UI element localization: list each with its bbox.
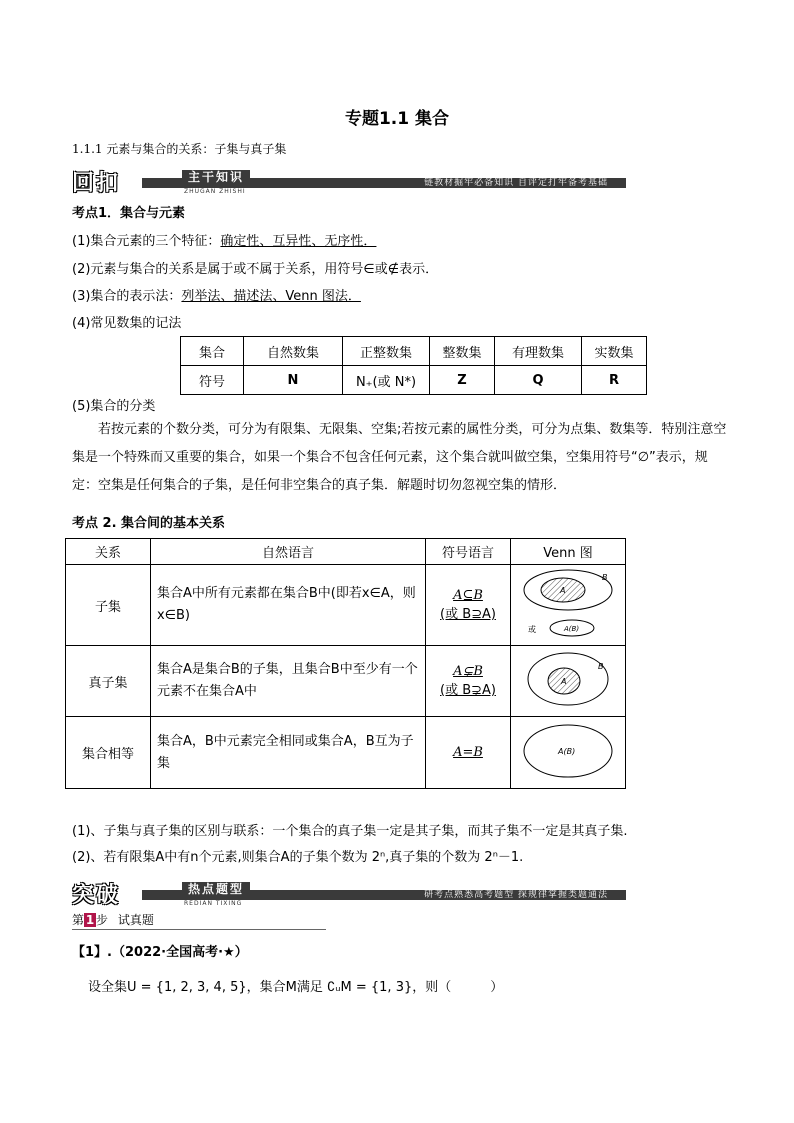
step-label: 第 1 步 试真题 <box>72 911 326 930</box>
svg-text:或: 或 <box>528 625 536 634</box>
k1-p5-text: 若按元素的个数分类，可分为有限集、无限集、空集;若按元素的属性分类，可分为点集、数集等．特别注意空集是一个特殊而又重要的集合，如果一个集合不包含任何元素，这个集合就叫做空集，空集用符号“∅”表示，规定：空集是任何集合的子集，是任何非空集合的真子集．解题时切勿忽视空集的情形． <box>72 422 727 493</box>
note-2: (2)、若有限集A中有n个元素,则集合A的子集个数为 2ⁿ,真子集的个数为 2ⁿ－1. <box>72 850 524 865</box>
question-1-text: 设全集U = {1, 2, 3, 4, 5}，集合M满足 ∁ᵤM = {1, 3}，则（ ） <box>88 980 504 995</box>
table-row: 集合 自然数集 正整数集 整数集 有理数集 实数集 <box>181 337 647 366</box>
table-row: 子集 集合A中所有元素都在集合B中(即若x∈A，则x∈B) A⊆B (或 B⊇A) A B 或 A(B) <box>66 565 626 646</box>
svg-text:A: A <box>560 586 566 595</box>
svg-text:B: B <box>602 573 608 582</box>
relations-table <box>65 538 626 789</box>
banner-review-big: 回扣 <box>72 170 121 196</box>
k1-p3: (3)集合的表示法：列举法、描述法、Venn 图法． <box>72 289 361 304</box>
section-subtitle: 1.1.1 元素与集合的关系：子集与真子集 <box>72 142 287 156</box>
svg-text:B: B <box>598 662 604 671</box>
k1-p1: (1)集合元素的三个特征：确定性、互异性、无序性． <box>72 234 377 249</box>
table-row: 关系 自然语言 符号语言 Venn 图 <box>66 539 626 565</box>
number-sets-table <box>180 336 647 395</box>
table-row: 集合相等 集合A，B中元素完全相同或集合A，B互为子集 A=B A(B) <box>66 717 626 789</box>
table-row: 真子集 集合A是集合B的子集，且集合B中至少有一个元素不在集合A中 A⊊B (或 B⊋A) A B <box>66 646 626 717</box>
svg-text:A(B): A(B) <box>564 625 580 633</box>
table-row: 符号 N N₊(或 N*) Z Q R <box>181 366 647 395</box>
venn-equal <box>511 717 626 789</box>
banner-breakthrough-big: 突破 <box>72 882 121 908</box>
svg-text:A(B): A(B) <box>558 746 576 756</box>
k1-heading: 考点1．集合与元素 <box>72 206 186 221</box>
banner-review-slogan: 链教材掘牢必备知识 自评定打牢备考基础 <box>424 178 608 188</box>
banner-review-tag: 主干知识 <box>182 170 250 184</box>
k1-p4: (4)常见数集的记法 <box>72 316 182 331</box>
banner-review-pinyin: ZHUGAN ZHISHI <box>184 188 246 195</box>
k1-p5: (5)集合的分类 <box>72 399 156 414</box>
banner-breakthrough-tag: 热点题型 <box>182 882 250 896</box>
page-title: 专题1.1 集合 <box>344 109 450 129</box>
banner-breakthrough <box>72 882 626 908</box>
venn-subset <box>511 565 626 646</box>
note-1: (1)、子集与真子集的区别与联系：一个集合的真子集一定是其子集，而其子集不一定是其真子集. <box>72 824 628 839</box>
question-1-head: 【1】.（2022·全国高考·★） <box>72 945 248 960</box>
banner-breakthrough-pinyin: REDIAN TIXING <box>184 900 243 907</box>
svg-text:A: A <box>561 677 567 686</box>
k2-heading: 考点 2. 集合间的基本关系 <box>72 516 226 531</box>
k1-p2: (2)元素与集合的关系是属于或不属于关系，用符号∈或∉表示． <box>72 262 439 277</box>
banner-review <box>72 170 626 196</box>
banner-breakthrough-slogan: 研考点熟悉高考题型 探规律掌握类题通法 <box>424 890 608 900</box>
venn-proper-subset <box>511 646 626 717</box>
